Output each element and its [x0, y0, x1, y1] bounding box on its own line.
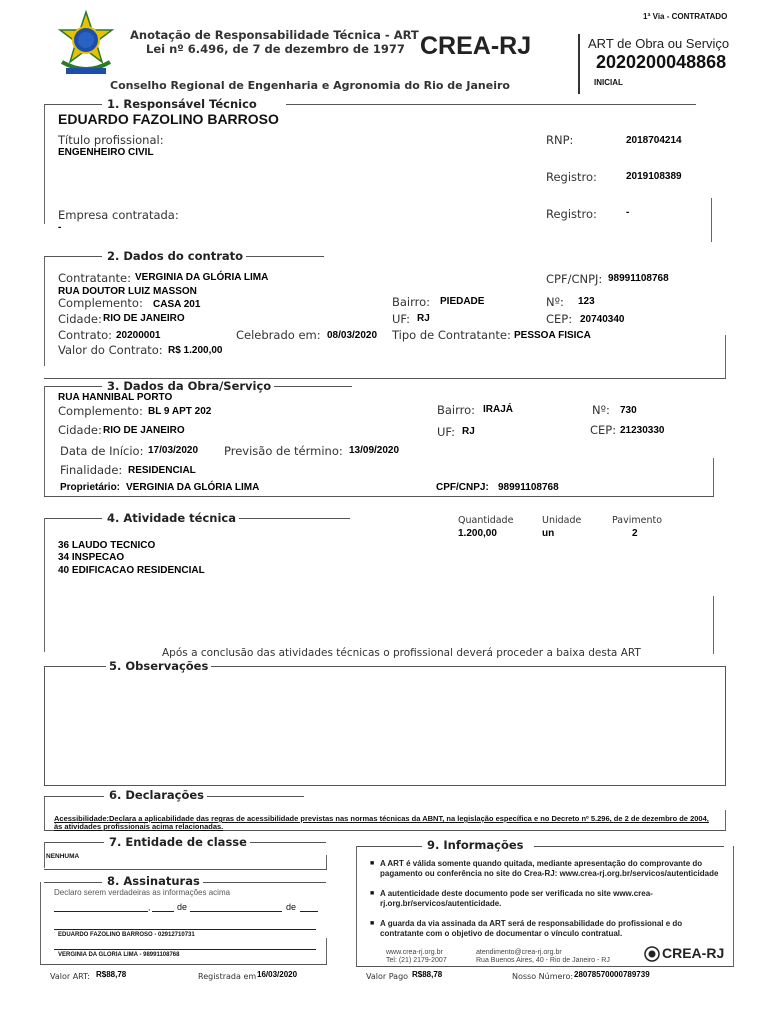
- termino-value: 13/09/2020: [349, 445, 400, 456]
- valor-pago-label: Valor Pago: [366, 972, 409, 981]
- valor-pago-value: R$88,78: [412, 970, 443, 979]
- section-7-title: 7. Entidade de classe: [106, 835, 250, 849]
- rnp-value: 2018704214: [626, 135, 682, 146]
- obra-uf-value: RJ: [462, 426, 475, 437]
- registro-value: 2019108389: [626, 171, 682, 182]
- crea-logo-icon: [644, 946, 660, 962]
- atividade-note: Após a conclusão das atividades técnicas o profissional deverá proceder a baixa desta ART: [162, 647, 641, 659]
- quantidade-label: Quantidade: [458, 515, 514, 526]
- atividade-item: 34 INSPECAO: [58, 552, 125, 563]
- atividade-item: 40 EDIFICACAO RESIDENCIAL: [58, 565, 205, 576]
- obra-uf-label: UF:: [437, 425, 456, 439]
- brand-title: CREA-RJ: [420, 32, 532, 60]
- cidade-label: Cidade:: [58, 312, 102, 326]
- nosso-numero-value: 28078570000789739: [574, 970, 650, 979]
- proprietario-label: Proprietário:: [60, 482, 121, 493]
- info-item: A guarda da via assinada da ART será de responsabilidade do profissional e do contratante com o objetivo de documentar o vínculo contratual.: [380, 919, 683, 938]
- contrato-label: Contrato:: [58, 328, 113, 342]
- registrada-value: 16/03/2020: [257, 970, 298, 979]
- contrato-endereco: RUA DOUTOR LUIZ MASSON: [58, 286, 197, 297]
- bairro-value: PIEDADE: [440, 296, 485, 307]
- law-reference: Lei nº 6.496, de 7 de dezembro de 1977: [146, 42, 405, 56]
- obra-bairro-value: IRAJÁ: [483, 404, 514, 415]
- signature-line-contratante: [54, 949, 316, 950]
- rnp-label: RNP:: [546, 133, 574, 147]
- responsavel-name: EDUARDO FAZOLINO BARROSO: [58, 111, 279, 127]
- valor-contrato-label: Valor do Contrato:: [58, 343, 163, 357]
- proprietario-cpf-label: CPF/CNPJ:: [436, 482, 489, 493]
- valor-art-label: Valor ART:: [50, 972, 90, 981]
- cidade-value: RIO DE JANEIRO: [103, 313, 185, 324]
- cpf-value: 98991108768: [608, 273, 669, 284]
- info-item: A ART é válida somente quando quitada, mediante apresentação do comprovante do pagamento ou conferência no site do Crea-RJ: www.crea-rj.org.br/servicos/autenticidade: [380, 859, 719, 878]
- proprietario-value: VERGINIA DA GLÓRIA LIMA: [126, 482, 260, 493]
- info-item: A autenticidade deste documento pode ser verificada no site www.crea-rj.org.br/servicos/autenticidade.: [380, 889, 653, 908]
- unidade-value: un: [542, 528, 555, 539]
- council-name: Conselho Regional de Engenharia e Agronomia do Rio de Janeiro: [110, 79, 510, 92]
- celebrado-value: 08/03/2020: [327, 330, 378, 341]
- inicio-value: 17/03/2020: [148, 445, 199, 456]
- section-5-title: 5. Observações: [106, 659, 211, 673]
- obra-cidade-value: RIO DE JANEIRO: [103, 425, 185, 436]
- pavimento-label: Pavimento: [612, 515, 663, 526]
- termino-label: Previsão de término:: [224, 444, 343, 458]
- cpf-label: CPF/CNPJ:: [546, 272, 603, 286]
- contratante-value: VERGINIA DA GLÓRIA LIMA: [135, 272, 269, 283]
- obra-cep-label: CEP:: [590, 423, 617, 437]
- entidade-value: NENHUMA: [46, 853, 80, 860]
- atividade-item: 36 LAUDO TECNICO: [58, 540, 156, 551]
- obra-complemento-label: Complemento:: [58, 404, 143, 418]
- site-link[interactable]: www.crea-rj.org.br: [386, 949, 443, 956]
- header-divider: [578, 34, 580, 94]
- contratante-label: Contratante:: [58, 271, 131, 285]
- titulo-label: Título profissional:: [58, 133, 164, 147]
- nosso-numero-label: Nosso Número:: [512, 972, 574, 981]
- finalidade-value: RESIDENCIAL: [128, 465, 196, 476]
- address-text: Rua Buenos Aires, 40 - Rio de Janeiro - RJ: [476, 957, 610, 964]
- date-de-1: de: [177, 902, 188, 912]
- numero-value: 123: [578, 296, 595, 307]
- obra-complemento-value: BL 9 APT 202: [148, 406, 212, 417]
- signature-line-responsavel: [54, 929, 316, 930]
- quantidade-value: 1.200,00: [458, 528, 497, 539]
- email-link[interactable]: atendimento@crea-rj.org.br: [476, 949, 562, 956]
- section-3-title: 3. Dados da Obra/Serviço: [104, 379, 274, 393]
- inicio-label: Data de Início:: [60, 444, 144, 458]
- registrada-label: Registrada em: [198, 972, 257, 981]
- bairro-label: Bairro:: [392, 295, 431, 309]
- unidade-label: Unidade: [542, 515, 582, 526]
- date-de-2: de: [286, 902, 297, 912]
- empresa-value: -: [58, 222, 62, 233]
- empresa-label: Empresa contratada:: [58, 208, 179, 222]
- info-bullet: ■: [370, 920, 375, 927]
- section-1-title: 1. Responsável Técnico: [104, 97, 260, 111]
- registro2-value: -: [626, 207, 630, 218]
- cep-value: 20740340: [580, 314, 625, 325]
- obra-endereco: RUA HANNIBAL PORTO: [58, 392, 173, 403]
- info-bullet: ■: [370, 890, 375, 897]
- crea-logo-text: CREA-RJ: [662, 945, 725, 961]
- obra-cep-value: 21230330: [620, 425, 665, 436]
- art-status: INICIAL: [594, 78, 623, 87]
- finalidade-label: Finalidade:: [60, 463, 123, 477]
- info-bullet: ■: [370, 860, 375, 867]
- uf-label: UF:: [392, 312, 411, 326]
- obra-bairro-label: Bairro:: [437, 403, 476, 417]
- cep-label: CEP:: [546, 312, 573, 326]
- section-4-title: 4. Atividade técnica: [104, 511, 239, 525]
- contrato-value: 20200001: [116, 330, 161, 341]
- registro2-label: Registro:: [546, 207, 597, 221]
- obra-cidade-label: Cidade:: [58, 423, 102, 437]
- tipo-contratante-value: PESSOA FISICA: [514, 330, 591, 341]
- phone-text: Tel: (21) 2179-2007: [386, 957, 447, 964]
- art-number: 2020200048868: [596, 52, 727, 72]
- registro-label: Registro:: [546, 170, 597, 184]
- observacoes-box: [44, 666, 726, 786]
- pavimento-value: 2: [632, 528, 638, 539]
- tipo-contratante-label: Tipo de Contratante:: [392, 328, 511, 342]
- declaro-text: Declaro serem verdadeiras as informações acima: [54, 888, 231, 897]
- via-label: 1ª Via - CONTRATADO: [643, 12, 728, 21]
- complemento-label: Complemento:: [58, 296, 143, 310]
- declaracao-text: Acessibilidade:Declara a aplicabilidade das regras de acessibilidade previstas nas normas técnicas da ABNT, na legislação específica e no Decreto nº 5.296, de 2 de dezembro de 2004, às atividades profissionais acima relacionadas.: [54, 814, 709, 831]
- numero-label: Nº:: [546, 295, 564, 309]
- celebrado-label: Celebrado em:: [236, 328, 321, 342]
- brasao-icon: [52, 10, 120, 80]
- section-6-title: 6. Declarações: [106, 788, 207, 802]
- section-2-title: 2. Dados do contrato: [104, 249, 246, 263]
- section-9-title: 9. Informações: [424, 838, 527, 852]
- obra-numero-value: 730: [620, 405, 637, 416]
- valor-art-value: R$88,78: [96, 970, 127, 979]
- art-type: ART de Obra ou Serviço: [588, 36, 730, 51]
- art-title: Anotação de Responsabilidade Técnica - ART: [130, 28, 419, 42]
- signature-contratante: VERGINIA DA GLORIA LIMA - 98991108768: [58, 952, 180, 958]
- signature-responsavel: EDUARDO FAZOLINO BARROSO - 02912710731: [58, 932, 195, 938]
- valor-contrato-value: R$ 1.200,00: [168, 345, 223, 356]
- obra-numero-label: Nº:: [592, 403, 610, 417]
- section-8-title: 8. Assinaturas: [104, 874, 203, 888]
- proprietario-cpf-value: 98991108768: [498, 482, 559, 493]
- titulo-value: ENGENHEIRO CIVIL: [58, 147, 154, 158]
- uf-value: RJ: [417, 313, 430, 324]
- signature-date-line: [54, 911, 148, 912]
- complemento-value: CASA 201: [153, 299, 201, 310]
